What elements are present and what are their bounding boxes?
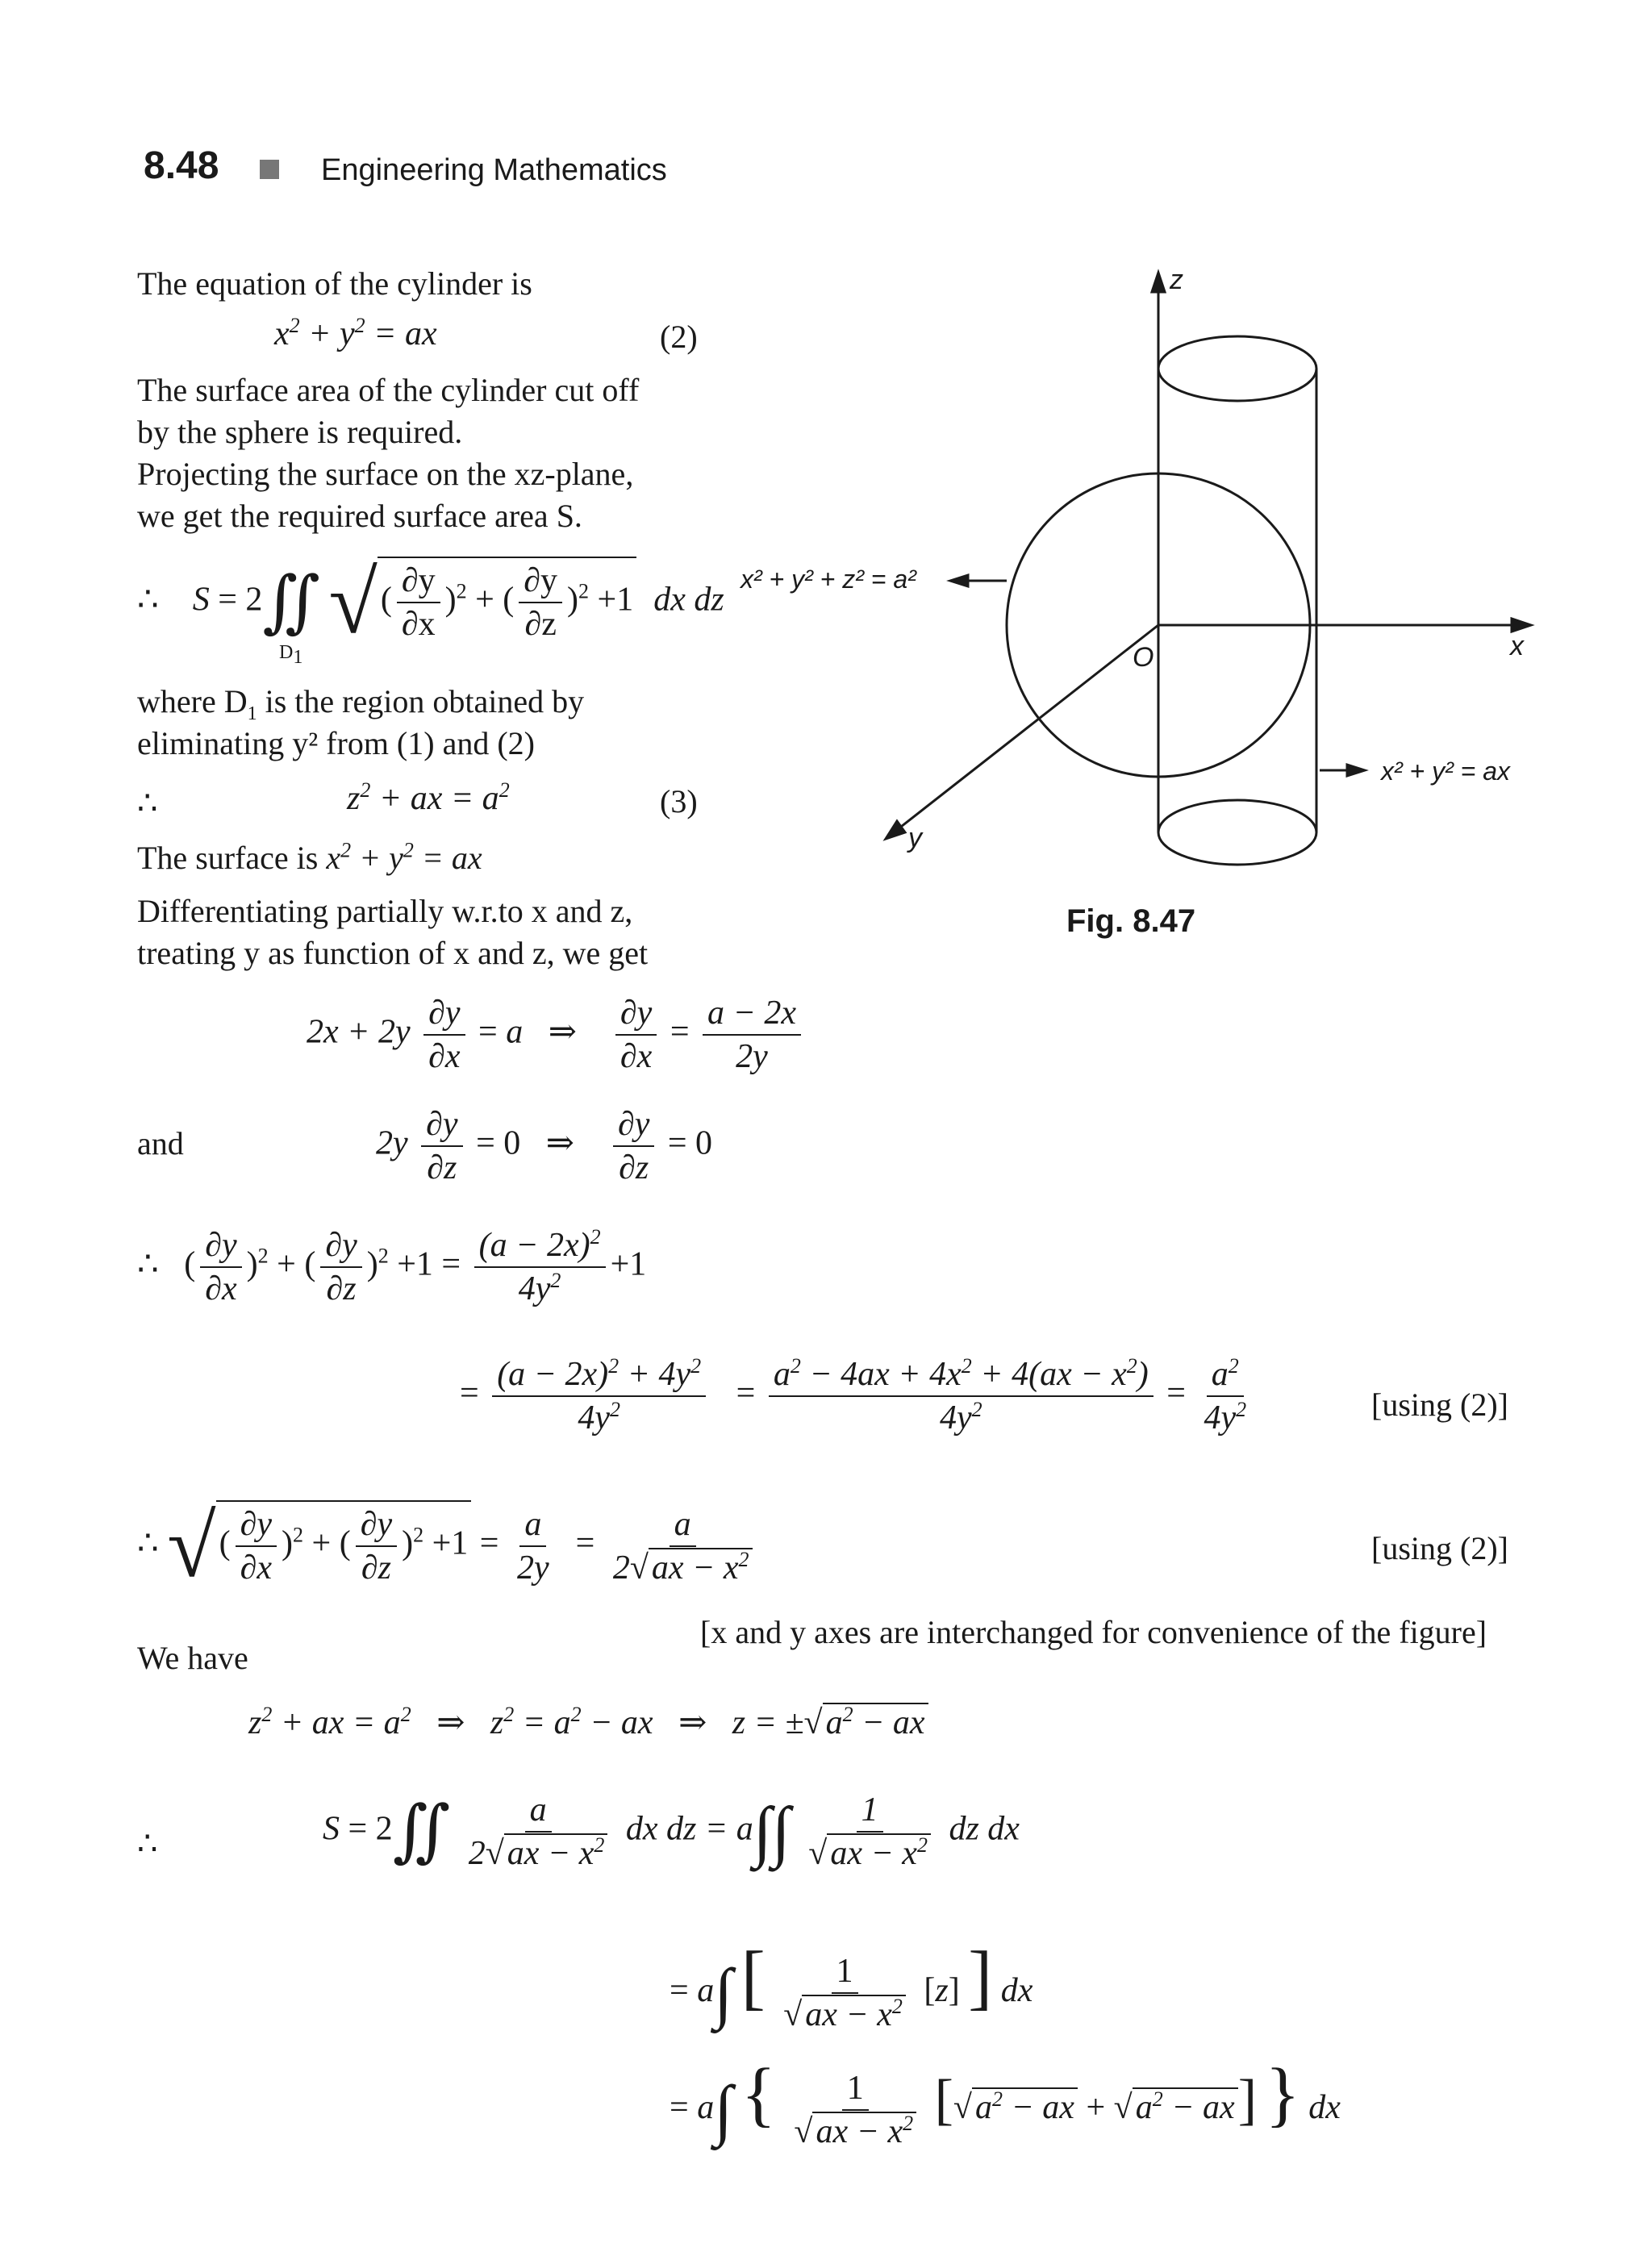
- sqrt-eq: ∴ √( $\frac{\partial y}{\partial x}$ )$^2$ + ( $\frac{\partial y}{\partial z}$ )$^2$ +1 = $\frac{a}{2y}$ = $\frac{a}{2√ax - x^2}$: [137, 1500, 762, 1591]
- using-2-a: [using (2)]: [1371, 1387, 1508, 1423]
- cylinder-eq-intro: The equation of the cylinder is: [137, 265, 532, 302]
- axes-note: [x and y axes are interchanged for convenience of the figure]: [700, 1614, 1487, 1650]
- page-number: 8.48: [144, 144, 219, 187]
- surface-is: The surface is $x^2 + y^2$ = ax: [137, 838, 482, 876]
- surface-line-2: by the sphere is required.: [137, 414, 463, 450]
- origin-label: O: [1133, 642, 1154, 673]
- z-solution-eq: $z^2$ + ax = $a^2$ ⇒ $z^2 = a^2$ − ax ⇒ $z = \pm√a^2$ − ax: [248, 1702, 928, 1742]
- book-title: Engineering Mathematics: [321, 153, 667, 187]
- sphere-eq-label: x² + y² + z² = a²: [740, 565, 916, 594]
- diff-line-2: treating y as function of x and z, we get: [137, 935, 649, 971]
- diff-line-1: Differentiating partially w.r.to x and z,: [137, 893, 633, 929]
- axis-z-label: z: [1170, 265, 1183, 295]
- simplify-eq: = $\frac{(a - 2x)^2 + 4y^2}{4y^2}$ = $\frac{a^2 - 4ax + 4x^2 + 4(ax - x^2)}{4y^2}$ = $\frac{a^2}{4y^2}$: [460, 1354, 1247, 1437]
- derivative-eq-x: 2x + 2y $\frac{\partial y}{\partial x}$ = a ⇒ $\frac{\partial y}{\partial x}$ = $\frac{a - 2x}{2y}$: [307, 994, 806, 1076]
- project-line-1: Projecting the surface on the xz-plane,: [137, 456, 634, 492]
- x-axis-arrow: [1512, 619, 1531, 632]
- therefore-eq3: ∴: [137, 785, 158, 821]
- equation-3: $z^2$ + ax = $a^2$: [347, 778, 510, 817]
- axis-x-label: x: [1510, 631, 1524, 661]
- y-axis: [894, 625, 1158, 832]
- using-2-b: [using (2)]: [1371, 1530, 1508, 1566]
- eq2-label: (2): [660, 319, 698, 355]
- final-integral-1: S = 2∬ $\frac{a}{2√ax - x^2}$ dx dz = a∫∫ $\frac{1}{√ax - x^2}$ dz dx: [323, 1791, 1020, 1872]
- squared-sum-eq: ∴ ( $\frac{\partial y}{\partial x}$ )$^2$ + ( $\frac{\partial y}{\partial z}$ )$^2$ +1 = $\frac{(a - 2x)^2}{4y^2}$ +1: [137, 1225, 647, 1307]
- final-integral-3: = a∫ { $\frac{1}{√ax - x^2}$ [$√a^2$ − ax + $√a^2 - ax$] } dx: [670, 2054, 1341, 2151]
- d1-subscript: $D_1$: [279, 642, 303, 668]
- project-line-2: we get the required surface area S.: [137, 498, 582, 534]
- cylinder-eq-label: x² + y² = ax: [1381, 757, 1511, 786]
- surface-area-integral: ∴ S = 2∬ √( $\frac{\partial y}{\partial x}$ )$^2$ + ( $\frac{\partial y}{\partial z}$ )$^2$ +1 dx dz: [137, 553, 724, 652]
- final-integral-2: = a∫ [ $\frac{1}{√ax - x^2}$ [z] ] dx: [670, 1937, 1033, 2034]
- therefore-final: ∴: [137, 1825, 158, 1862]
- and-label: and: [137, 1125, 184, 1161]
- eq3-label: (3): [660, 783, 698, 819]
- where-line-2: eliminating y² from (1) and (2): [137, 725, 535, 761]
- cylinder-top: [1158, 336, 1316, 401]
- z-axis-arrow: [1152, 273, 1165, 292]
- derivative-eq-z: 2y $\frac{\partial y}{\partial z}$ = 0 ⇒ $\frac{\partial y}{\partial z}$ = 0: [376, 1106, 713, 1186]
- we-have: We have: [137, 1640, 248, 1676]
- surface-line-1: The surface area of the cylinder cut off: [137, 372, 640, 408]
- y-axis-arrow: [886, 821, 905, 839]
- equation-2: $x^2 + y^2$ = ax: [274, 314, 437, 352]
- axis-y-label: y: [908, 823, 922, 853]
- figure-caption: Fig. 8.47: [1066, 903, 1196, 939]
- where-line-1: where $D_1$ is the region obtained by: [137, 683, 585, 724]
- cylinder-bottom: [1158, 800, 1316, 865]
- header-square: [260, 160, 279, 179]
